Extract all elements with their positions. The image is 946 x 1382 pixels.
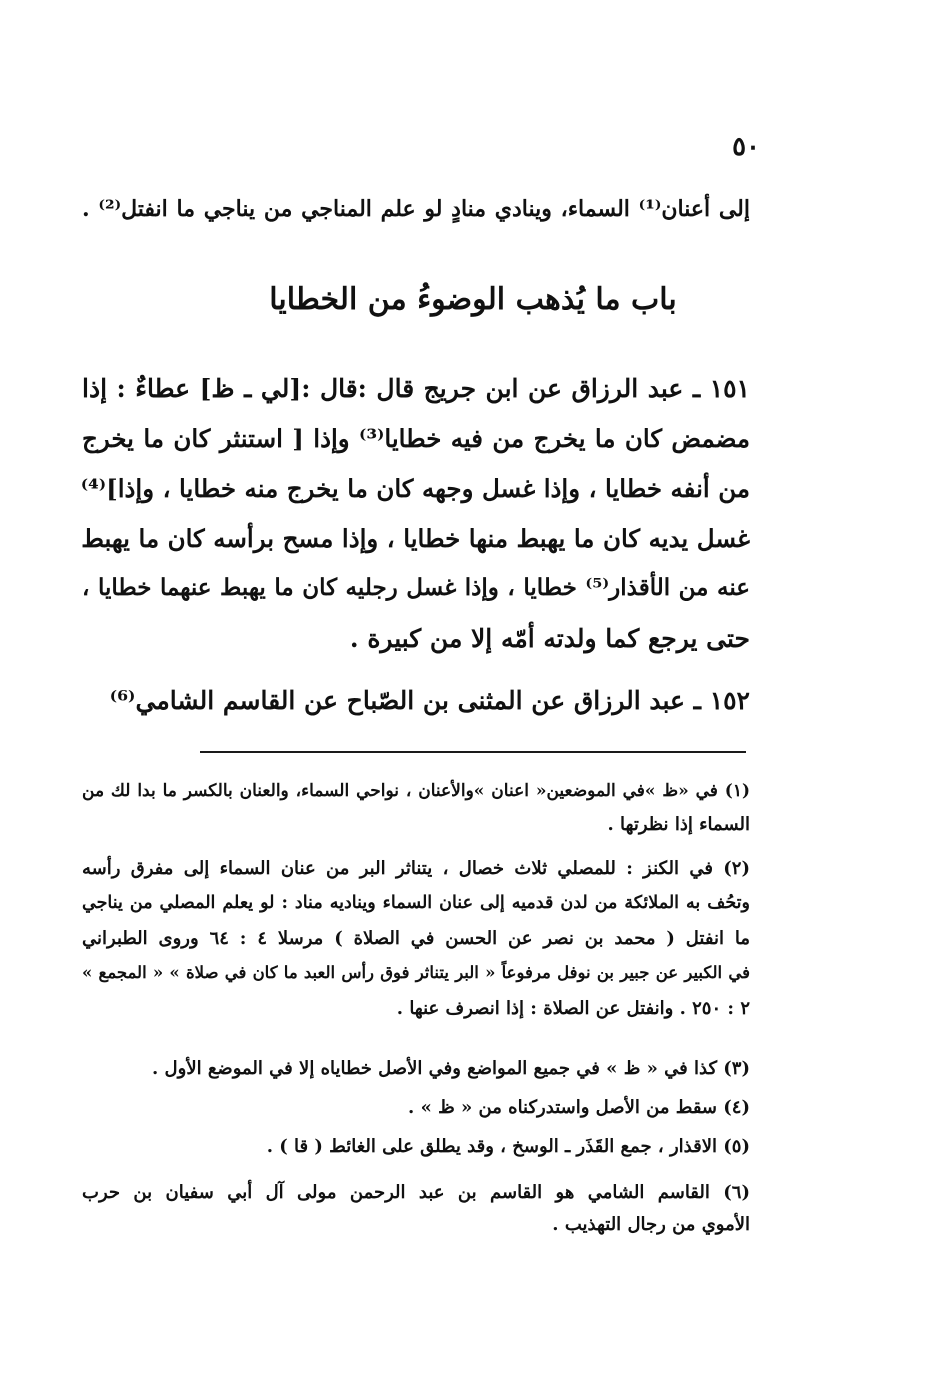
hadith-151-line-1: ١٥١ ـ عبد الرزاق عن ابن جريج قال :قال :[لي ـ ظ] عطاءٌ : إذا — [82, 374, 750, 403]
footnote-5: (٥) الاقذار ، جمع القَذَر ـ الوسخ ، وقد يطلق على الغائط ( قا ) . — [266, 1136, 750, 1157]
chapter-heading — [0, 282, 946, 317]
footnote-2-line-3: ما انفتل ( محمد بن نصر عن الحسن في الصلاة ) مرسلا ٤ : ٦٤ وروى الطبراني — [82, 928, 750, 949]
footnote-2-line-4: في الكبير عن جبير بن نوفل مرفوعاً « البر يتناثر فوق رأس العبد ما كان في صلاة » « المجمع » — [82, 963, 750, 982]
footnote-2-line-2: وتحُف به الملائكة من لدن قدميه إلى عنان السماء ويناديه مناد : لو يعلم المصلي من يناجي — [82, 893, 750, 913]
page-number: ٥٠ — [732, 132, 760, 162]
hadith-151-line-4: غسل يديه كان ما يهبط منها خطايا ، وإذا مسح برأسه كان ما يهبط — [81, 524, 750, 553]
footnote-6-line-1: (٦) القاسم الشامي هو القاسم بن عبد الرحمن مولى آل أبي سفيان بن حرب — [82, 1182, 750, 1203]
footnote-6-line-2: الأموي من رجال التهذيب . — [552, 1214, 750, 1235]
hadith-151-line-6: حتى يرجع كما ولدته أمّه إلا من كبيرة . — [349, 624, 750, 653]
hadith-151-line-2: مضمض كان ما يخرج من فيه خطايا⁽³⁾ وإذا [ استنثر كان ما يخرج — [82, 424, 750, 453]
footnote-2-line-1: (٢) في الكنز : للمصلي ثلاث خصال ، يتناثر البر من عنان السماء إلى مفرق رأسه — [82, 858, 750, 879]
footnote-2-line-5: ٢ : ٢٥٠ . وانفتل عن الصلاة : إذا انصرف عنها . — [396, 998, 750, 1019]
footnote-1-line-2: السماء إذا نظرتها . — [607, 814, 750, 835]
footnote-3: (٣) كذا في « ظ » في جميع المواضع وفي الأصل خطاياه إلا في الموضع الأول . — [152, 1058, 750, 1079]
hadith-152-line-1: ١٥٢ ـ عبد الرزاق عن المثنى بن الصّباح عن القاسم الشامي⁽⁶⁾ — [109, 686, 750, 715]
chapter-heading-text: باب ما يُذهب الوضوءُ من الخطايا — [269, 282, 677, 317]
footnote-1-line-1: (١) في «ظ »في الموضعين« اعنان »والأعنان ، نواحي السماء، والعنان بالكسر ما بدا لك من — [82, 781, 750, 801]
hadith-151-line-3: من أنفه خطايا ، وإذا غسل وجهه كان ما يخرج منه خطايا ، وإذا]⁽⁴⁾ — [80, 474, 750, 503]
hadith-151-line-5: عنه من الأقذار⁽⁵⁾ خطايا ، وإذا غسل رجليه كان ما يهبط عنهما خطايا ، — [82, 574, 750, 601]
text-line-continuation: إلى أعنان⁽¹⁾ السماء، وينادي منادٍ لو علم المناجي من يناجي ما انفتل⁽²⁾ . — [82, 196, 751, 222]
footnote-divider — [200, 751, 746, 753]
footnote-4: (٤) سقط من الأصل واستدركناه من « ظ » . — [408, 1097, 750, 1118]
